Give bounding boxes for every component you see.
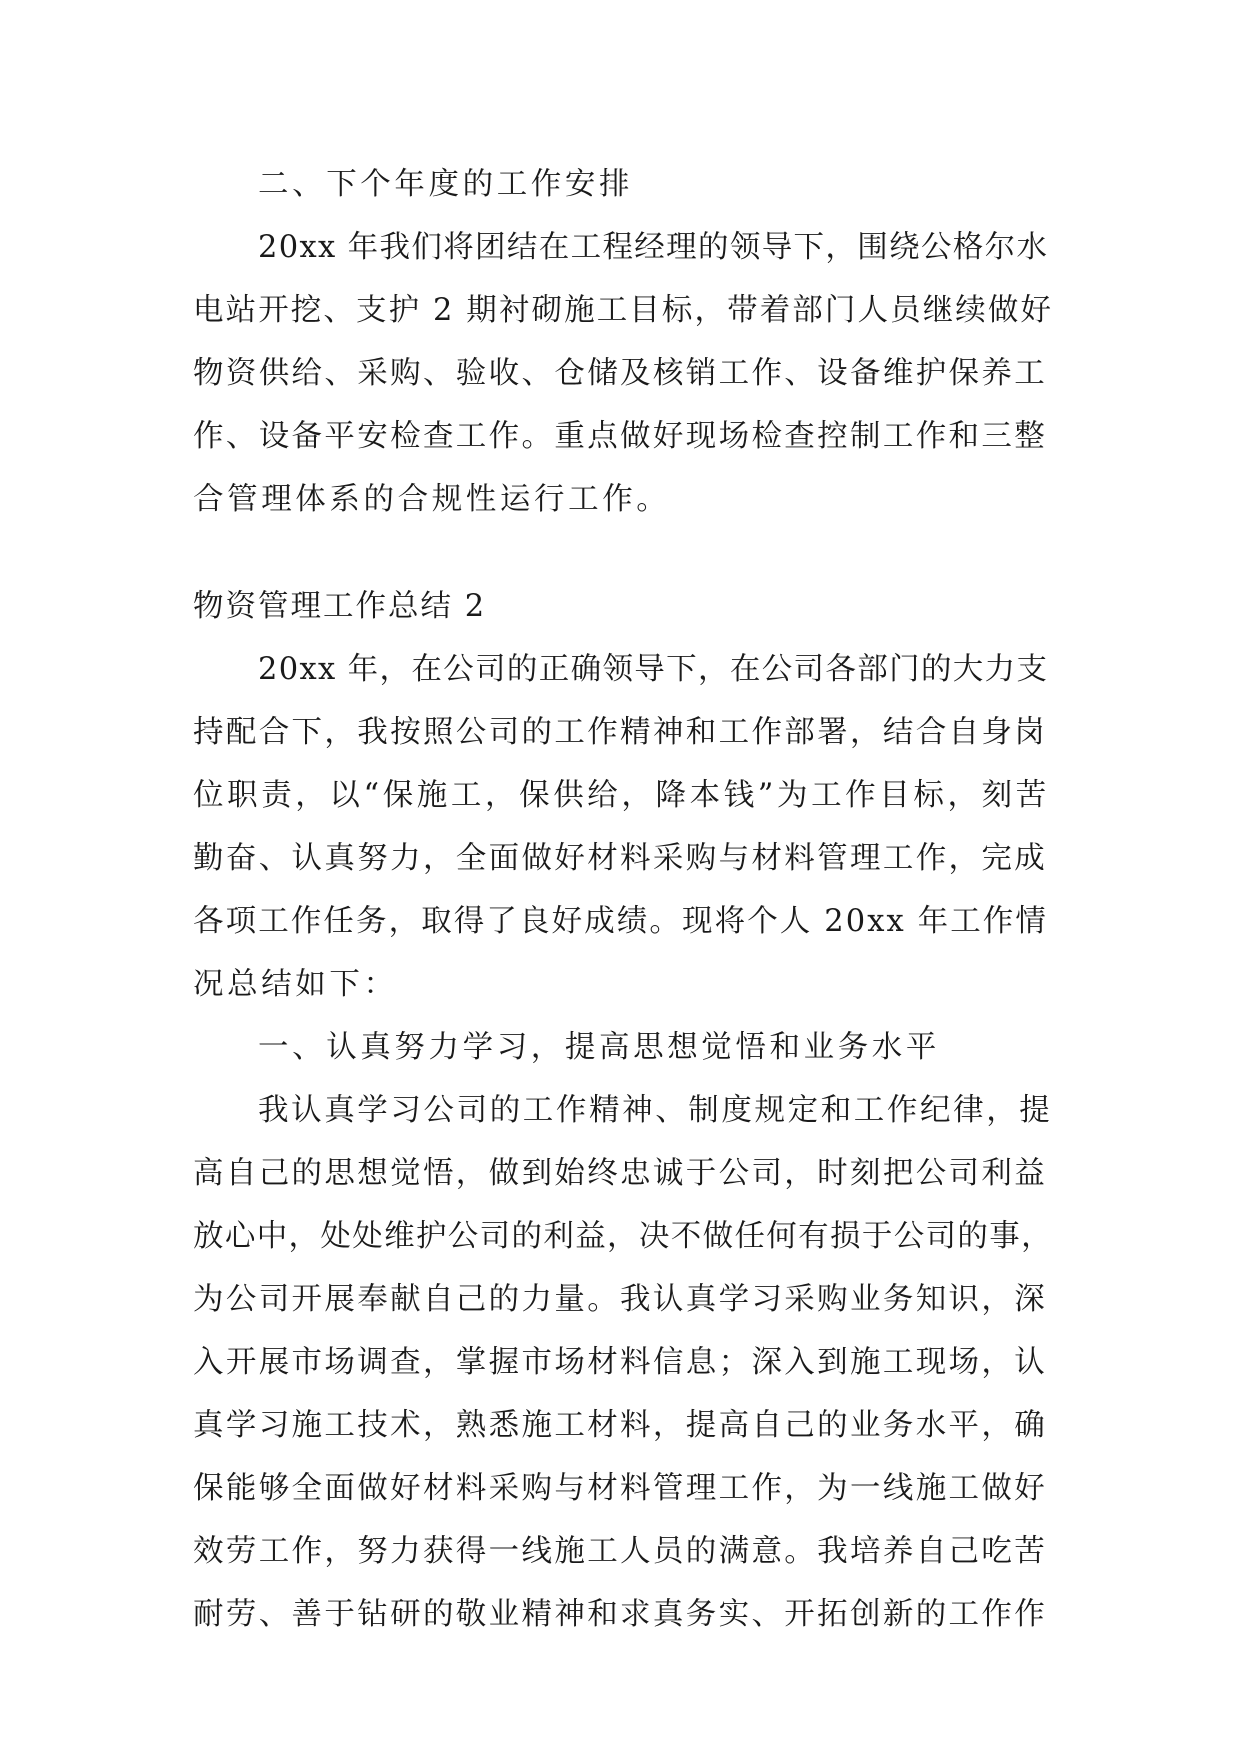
section1-paragraph-line-7: 保能够全面做好材料采购与材料管理工作，为一线施工做好 (193, 1471, 1048, 1506)
section2-paragraph-line-2: 电站开挖、支护 2 期衬砌施工目标，带着部门人员继续做好 (193, 293, 1054, 328)
section1-paragraph-line-1: 我认真学习公司的工作精神、制度规定和工作纪律，提 (258, 1093, 1053, 1128)
intro-paragraph-line-2: 持配合下，我按照公司的工作精神和工作部署，结合自身岗 (193, 715, 1048, 750)
section2-paragraph-line-3: 物资供给、采购、验收、仓储及核销工作、设备维护保养工 (193, 356, 1048, 391)
section2-paragraph-line-5: 合管理体系的合规性运行工作。 (193, 482, 671, 517)
intro-paragraph-line-6: 况总结如下： (193, 967, 398, 1002)
section1-paragraph-line-6: 真学习施工技术，熟悉施工材料，提高自己的业务水平，确 (193, 1408, 1048, 1443)
section2-paragraph-line-1: 20xx 年我们将团结在工程经理的领导下，围绕公格尔水 (258, 230, 1049, 265)
section2-paragraph-line-4: 作、设备平安检查工作。重点做好现场检查控制工作和三整 (193, 419, 1048, 454)
section2-heading: 二、下个年度的工作安排 (258, 167, 634, 202)
intro-paragraph-line-3: 位职责，以“保施工，保供给，降本钱”为工作目标，刻苦 (193, 778, 1050, 813)
intro-paragraph-line-5: 各项工作任务，取得了良好成绩。现将个人 20xx 年工作情 (193, 904, 1049, 939)
section1-paragraph-line-9: 耐劳、善于钻研的敬业精神和求真务实、开拓创新的工作作 (193, 1597, 1048, 1632)
section1-paragraph-line-2: 高自己的思想觉悟，做到始终忠诚于公司，时刻把公司利益 (193, 1156, 1048, 1191)
section1-paragraph-line-8: 效劳工作，努力获得一线施工人员的满意。我培养自己吃苦 (193, 1534, 1048, 1569)
document-title: 物资管理工作总结 2 (193, 589, 487, 624)
intro-paragraph-line-4: 勤奋、认真努力，全面做好材料采购与材料管理工作，完成 (193, 841, 1048, 876)
section1-paragraph-line-4: 为公司开展奉献自己的力量。我认真学习采购业务知识，深 (193, 1282, 1048, 1317)
section1-paragraph-line-5: 入开展市场调查，掌握市场材料信息；深入到施工现场，认 (193, 1345, 1048, 1380)
intro-paragraph-line-1: 20xx 年，在公司的正确领导下，在公司各部门的大力支 (258, 652, 1049, 687)
section1-heading: 一、认真努力学习，提高思想觉悟和业务水平 (258, 1030, 940, 1065)
section1-paragraph-line-3: 放心中，处处维护公司的利益，决不做任何有损于公司的事， (193, 1219, 1053, 1254)
